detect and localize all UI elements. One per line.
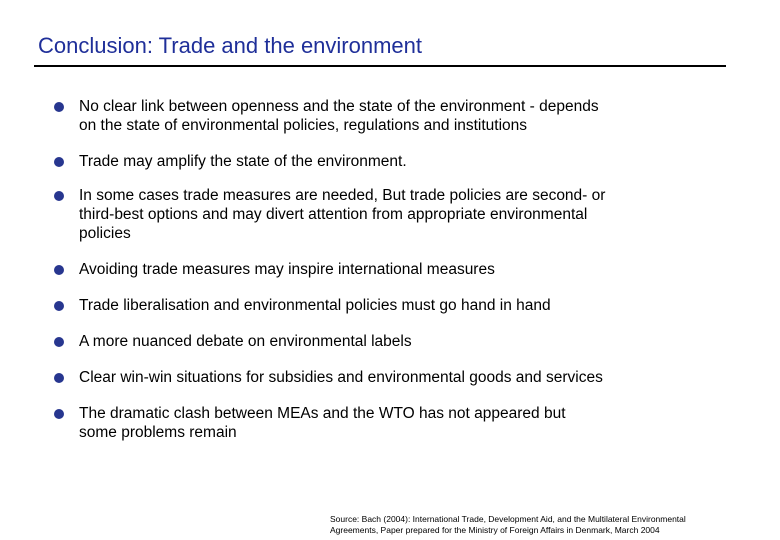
bullet-item	[54, 404, 734, 442]
bullet-dot-icon	[54, 373, 64, 383]
bullet-text-line: Clear win-win situations for subsidies and environmental goods and services	[79, 369, 603, 386]
source-citation	[330, 514, 770, 536]
bullet-item	[54, 260, 734, 279]
bullet-text-line: Avoiding trade measures may inspire international measures	[79, 261, 495, 278]
title-divider	[34, 65, 726, 67]
bullet-dot-icon	[54, 301, 64, 311]
bullet-item	[54, 296, 734, 315]
bullet-item	[54, 152, 734, 171]
bullet-text-line: A more nuanced debate on environmental labels	[79, 333, 412, 350]
bullet-dot-icon	[54, 337, 64, 347]
bullet-dot-icon	[54, 409, 64, 419]
bullet-dot-icon	[54, 102, 64, 112]
source-line: Agreements, Paper prepared for the Ministry of Foreign Affairs in Denmark, March 2004	[330, 525, 660, 535]
bullet-text-line: third-best options and may divert attention from appropriate environmental	[79, 206, 588, 223]
bullet-text-line: The dramatic clash between MEAs and the WTO has not appeared but	[79, 405, 566, 422]
bullet-item	[54, 368, 734, 387]
bullet-dot-icon	[54, 191, 64, 201]
bullet-text-line: some problems remain	[79, 424, 237, 441]
bullet-item	[54, 97, 734, 135]
bullet-dot-icon	[54, 157, 64, 167]
bullet-text-line: In some cases trade measures are needed, But trade policies are second- or	[79, 187, 606, 204]
bullet-text-line: Trade may amplify the state of the environment.	[79, 153, 407, 170]
bullet-item	[54, 332, 734, 351]
bullet-text-line: Trade liberalisation and environmental policies must go hand in hand	[79, 297, 551, 314]
bullet-item	[54, 186, 734, 243]
slide-title: Conclusion: Trade and the environment	[38, 33, 423, 58]
bullet-text-line: No clear link between openness and the state of the environment - depends	[79, 98, 599, 115]
bullet-text-line: on the state of environmental policies, regulations and institutions	[79, 117, 528, 134]
bullet-dot-icon	[54, 265, 64, 275]
source-line: Source: Bach (2004): International Trade, Development Aid, and the Multilateral Environmental	[330, 514, 686, 524]
bullet-list	[54, 97, 734, 442]
bullet-text-line: policies	[79, 225, 131, 242]
